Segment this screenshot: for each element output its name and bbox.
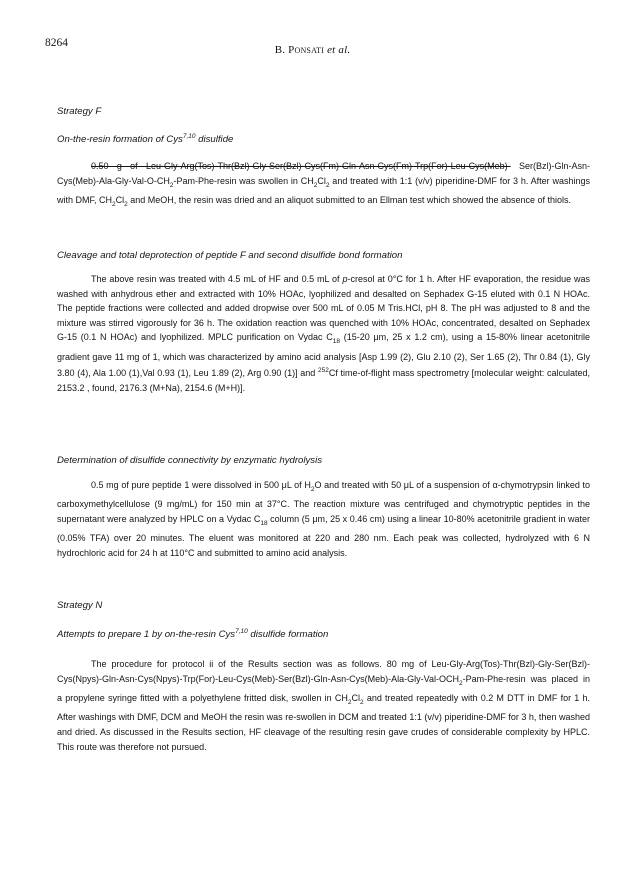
subscript: 2	[112, 200, 116, 208]
subscript: 18	[332, 338, 340, 346]
running-head-etal: et al.	[327, 44, 351, 56]
heading-text: disulfide formation	[247, 629, 329, 641]
paragraph-text: (15-20 μm, 25 x 1.2 cm), using a 15-80% linear acetonitrile gradient gave 11 mg of 1, which was characterized by amino acid analysis [Asp 1.99 (2), Glu 2.10 (2), Ser 1.65 (2), Thr 0.84 (1), Gly 3.80 (4), Ala 1.00 (1),Val 0.93 (1), Leu 1.89 (2), Arg 0.90 (1)] and	[57, 332, 590, 379]
paragraph-text: The procedure for protocol ii of the Results section was as follows. 80 mg of Leu-Gly-Arg(Tos)-Thr(Bzl)-Gly-Ser(Bzl)-Cys(Npys)-Gln-Asn-Cys(Npys)-Trp(For)-Leu-Cys(Meb)-Ser(Bzl)-Gln-Asn-Cys(Meb)-Ala-Gly-Val-OCH	[57, 659, 590, 684]
subscript: 2	[325, 181, 330, 189]
page-number: 8264	[45, 37, 68, 49]
paragraph-text: Cl	[317, 175, 326, 186]
heading-text: Attempts to prepare 1 by on-the-resin Cys	[57, 629, 236, 641]
heading-sup: 7,10	[235, 628, 248, 635]
strategy-f-heading: Strategy F	[57, 106, 102, 117]
paragraph-text: Cl	[115, 194, 125, 205]
subscript: 2	[313, 181, 318, 189]
attempts-heading	[57, 628, 328, 640]
heading-text: disulfide	[195, 134, 234, 146]
paragraph-text: -Pam-Phe-resin was swollen in CH	[173, 175, 314, 186]
subscript: 18	[260, 519, 268, 527]
disulfide-connectivity-paragraph	[57, 478, 590, 561]
paragraph-text: Cl	[351, 692, 360, 703]
attempts-paragraph	[57, 657, 590, 754]
strategy-n-heading: Strategy N	[57, 600, 103, 611]
struck-sequence-line: 0.50 g of Leu-Gly-Arg(Tos)-Thr(Bzl)-Gly-Ser(Bzl)-Cys(Fm)-Gln-Asn-Cys(Fm)-Trp(For)-Leu-Cys(Meb)-	[91, 161, 511, 171]
on-resin-disulfide-heading	[57, 133, 233, 145]
running-head-author: B. Ponsati	[274, 44, 325, 56]
heading-sup: 7,10	[182, 133, 196, 140]
italic-text: p	[342, 274, 348, 284]
disulfide-connectivity-heading: Determination of disulfide connectivity by enzymatic hydrolysis	[57, 455, 323, 466]
cleavage-heading: Cleavage and total deprotection of peptide F and second disulfide bond formation	[57, 250, 403, 261]
running-head	[0, 44, 625, 56]
paragraph-text: -cresol at 0°C for 1 h. After HF evaporation, the residue was washed with anhydrous ether and extracted with 10% HOAc, lyophilized and desalted on Sephadex G-15 eluted with 0.1 N HOAc. The peptide fractions were collected and added dropwise over 500 mL of 0.05 M Tris.HCl, pH 8. The pH was adjusted to 8 and the mixture was stirred vigorously for 36 h. The oxidation reaction was quenched with 10% HOAc, concentrated, desalted on Sephadex G-15 (0.1 N HOAc) and lyophilized. MPLC purification on Vydac C	[57, 274, 590, 343]
superscript: 252	[317, 367, 329, 375]
subscript: 2	[347, 698, 352, 706]
subscript: 2	[124, 200, 128, 208]
paragraph-text: O and treated with 50 μL of a suspension of α-chymotrypsin linked to carboxymethylcellulose (9 mg/mL) for 150 min at 37°C. The reaction mixture was centrifuged and chymotryptic peptides in the supernatant were analyzed by HPLC on a Vydac C	[57, 480, 590, 524]
paragraph-text: -Pam-Phe-resin was placed in a propylene syringe fitted with a polyethylene fritted disk, swollen in CH	[57, 673, 590, 703]
paragraph-text: column (5 μm, 25 x 0.46 cm) using a linear 10-80% acetonitrile gradient in water (0.05% TFA) over 20 minutes. The eluent was monitored at 220 and 280 nm. Each peak was collected, hydrolyzed with 6 N hydrochloric acid for 24 h at 110°C and submitted to amino acid analysis.	[57, 513, 591, 558]
paragraph-text: and treated repeatedly with 0.2 M DTT in DMF for 1 h. After washings with DMF, DCM and MeOH the resin was re-swollen in DCM and treated 1:1 (v/v) piperidine-DMF for 3 h, then washed and dried. As discussed in the Results section, HF cleavage of the resulting resin gave crudes of considerable complexity by HPLC. This route was therefore not pursued.	[57, 692, 590, 752]
paragraph-text: The above resin was treated with 4.5 mL of HF and 0.5 mL of	[91, 274, 343, 284]
subscript: 2	[360, 698, 364, 706]
paragraph-text: and treated with 1:1 (v/v) piperidine-DMF for 3 h. After washings with DMF, CH	[57, 175, 590, 205]
paragraph-text: Cf time-of-flight mass spectrometry [molecular weight: calculated, 2153.2 , found, 2176.3 (M+Na), 2154.6 (M+H)].	[57, 368, 591, 393]
heading-text: On-the-resin formation of Cys	[57, 134, 183, 146]
paragraph-text: and MeOH, the resin was dried and an aliquot submitted to an Ellman test which showed the absence of thiols.	[127, 194, 572, 205]
paragraph-text: Ser(Bzl)-Gln-Asn-Cys(Meb)-Ala-Gly-Val-O-CH	[57, 161, 590, 186]
subscript: 2	[169, 181, 174, 189]
subscript: 2	[310, 485, 315, 493]
paragraph-text: 0.5 mg of pure peptide 1 were dissolved in 500 μL of H	[91, 480, 311, 490]
on-resin-disulfide-paragraph	[57, 159, 590, 212]
cleavage-paragraph	[57, 272, 590, 396]
subscript: 2	[459, 679, 463, 687]
